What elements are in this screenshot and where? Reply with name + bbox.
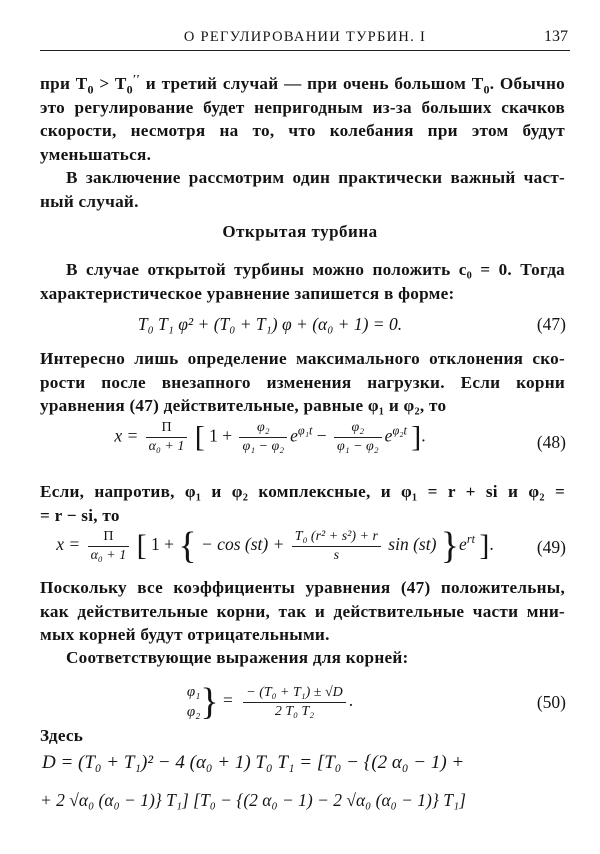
- equation-D: [40, 752, 570, 828]
- equation-48: [40, 420, 570, 466]
- eq50-body: φ₁ φ₂ } = $\frac{\text{− (T₀ + T₁) ± √D}}{\text{2 T₀ T₂}}$ .: [186, 681, 354, 723]
- para7-line1: Соответствующие выражения для корней:: [66, 648, 409, 667]
- running-title: О РЕГУЛИРОВАНИИ ТУРБИН. I: [183, 29, 427, 45]
- equation-50: [40, 680, 570, 726]
- para1-line1: при $T_0 > T_0''$ и третий случай — при очень большом $T_0$. Обычно: [40, 71, 565, 97]
- header-rule: [40, 50, 570, 51]
- para2-line1: В заключение рассмотрим один практически важный част-: [66, 168, 565, 187]
- paragraph-2: [40, 166, 565, 213]
- para6-line2: как действительные корни, так и действительные части мни-: [40, 601, 565, 621]
- paragraph-5: [40, 480, 565, 527]
- para6-line3: мых корней будут отрицательными.: [40, 625, 330, 644]
- para3-line1: В случае открытой турбины можно положить c₀ = 0. Тогда: [66, 260, 565, 279]
- para2-line2: ный случай.: [40, 191, 139, 211]
- para3-line2: характеристическое уравнение запишется в форме:: [40, 283, 455, 303]
- para4-line3: уравнения (47) действительные, равные φ₁ и φ₂, то: [40, 396, 447, 415]
- para1-line4: уменьшаться.: [40, 144, 152, 164]
- eq48-body: x = $\frac{\Pi}{\text{α₀ + 1}}$ [ 1 + $\frac{\text{φ₂}}{\text{φ₁ − φ₂}}$ $e^{\varphi_1t}$ − $\frac{\text{φ₂}}{\text{φ₁ − φ₂}}$ $e^{\varphi_2t}$ ].: [114, 420, 426, 454]
- para1-line3: скорости, несмотря на то, что колебания при этом будут: [40, 121, 565, 140]
- page-number: 137: [544, 28, 568, 45]
- equation-47: [40, 314, 570, 338]
- eq48-number: (48): [536, 432, 566, 452]
- paragraph-4: [40, 347, 565, 418]
- section-heading: Открытая турбина: [222, 222, 378, 241]
- eq49-number: (49): [536, 537, 566, 557]
- para1-line2: это регулирование будет непригодным из-за больших скачков: [40, 97, 565, 117]
- eq47-number: (47): [536, 314, 566, 334]
- para5-line2: = r − si, то: [40, 505, 120, 525]
- paragraph-6: [40, 576, 565, 647]
- para4-line2: рости после внезапного изменения нагрузки. Если корни: [40, 372, 565, 392]
- paragraph-1: [40, 72, 565, 166]
- paragraph-3: [40, 258, 565, 305]
- eq47-body: T₀ T₁ φ² + (T₀ + T₁) φ + (α₀ + 1) = 0.: [137, 314, 403, 334]
- eq49-body: x = $\frac{\Pi}{\text{α₀ + 1}}$ [ 1 + { − cos (st) + $\frac{\text{T₀ (r² + s²) + r}}{s}$ sin (st) }$e^{rt}$ ].: [56, 525, 494, 567]
- paragraph-7: [40, 646, 565, 670]
- eqD-line2: + 2 √α₀ (α₀ − 1)} T₁] [T₀ − {(2 α₀ − 1) − 2 √α₀ (α₀ − 1)} T₁]: [40, 790, 466, 810]
- eq50-number: (50): [536, 692, 566, 712]
- zdes-label: Здесь: [40, 726, 84, 745]
- para4-line1: Интересно лишь определение максимального отклонения ско-: [40, 349, 565, 368]
- eqD-line1: D = (T₀ + T₁)² − 4 (α₀ + 1) T₀ T₁ = [T₀ − {(2 α₀ − 1) +: [42, 752, 465, 773]
- para5-line1: Если, напротив, φ₁ и φ₂ комплексные, и φ₁ = r + si и φ₂ =: [40, 482, 565, 501]
- running-header: [40, 27, 570, 49]
- equation-49: [40, 524, 570, 572]
- para6-line1: Поскольку все коэффициенты уравнения (47) положительны,: [40, 578, 565, 597]
